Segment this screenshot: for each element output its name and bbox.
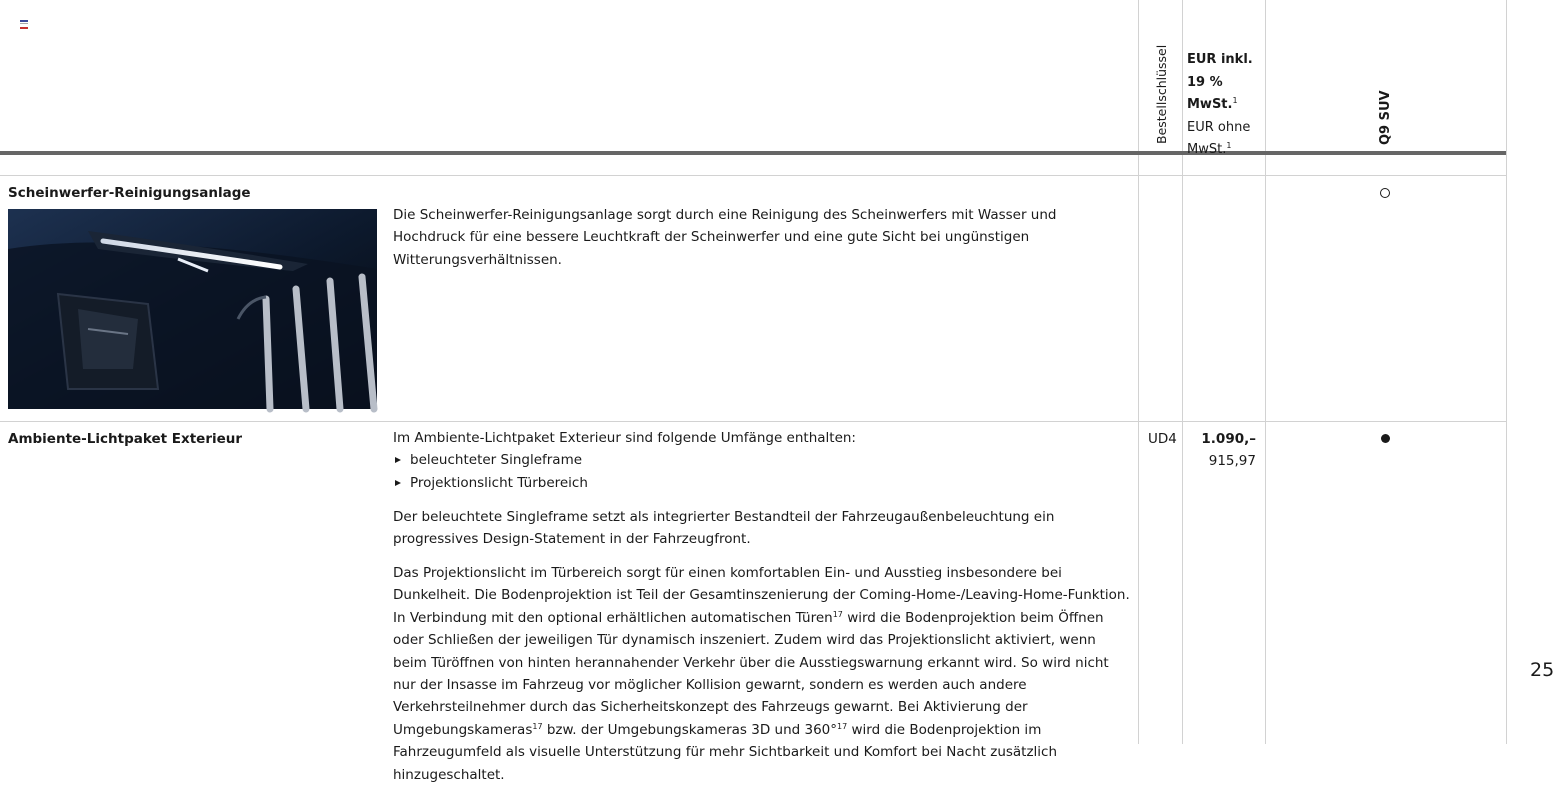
headlight-image xyxy=(8,209,377,409)
column-divider xyxy=(1506,0,1507,744)
language-flag-icon xyxy=(20,20,28,28)
row-title: Scheinwerfer-Reinigungsanlage xyxy=(8,185,251,201)
list-item: Projektionslicht Türbereich xyxy=(393,472,1133,494)
column-header-order-key: Bestellschlüssel xyxy=(1154,44,1169,144)
page-number: 25 xyxy=(1530,659,1554,681)
price-net: 915,97 xyxy=(1208,453,1256,469)
price-gross: 1.090,– xyxy=(1201,431,1256,447)
list-item: beleuchteter Singleframe xyxy=(393,449,1133,471)
header-rule xyxy=(0,151,1506,155)
row-divider xyxy=(0,421,1506,422)
column-divider xyxy=(1138,0,1139,744)
row-divider xyxy=(0,175,1506,176)
description-intro: Im Ambiente-Lichtpaket Exterieur sind folgende Umfänge enthalten: xyxy=(393,430,856,446)
order-key: UD4 xyxy=(1148,431,1177,447)
column-divider xyxy=(1182,0,1183,744)
row-description xyxy=(393,427,1133,798)
optional-indicator-icon xyxy=(1380,188,1390,198)
feature-list xyxy=(393,449,1133,494)
column-header-model: Q9 SUV xyxy=(1378,90,1393,145)
row-title: Ambiente-Lichtpaket Exterieur xyxy=(8,431,243,447)
standard-indicator-icon xyxy=(1381,434,1390,443)
description-paragraph: Der beleuchtete Singleframe setzt als integrierter Bestandteil der Fahrzeugaußenbeleuchtung ein progressives Design-Statement in der Fahrzeugfront. xyxy=(393,508,1055,548)
column-header-price: EUR inkl. 19 % MwSt.$^1$ EUR ohne MwSt.$^1$ xyxy=(1187,52,1253,157)
description-paragraph: Das Projektionslicht im Türbereich sorgt für einen komfortablen Ein- und Ausstieg insbesondere bei Dunkelheit. Die Bodenprojektion ist Teil der Gesamtinszenierung der Coming-Home-/Leaving-Home-Funktion. In Verbindung mit den optional erhältlichen automatischen Türen$^{17}$ wird die Bodenprojektion beim Öffnen oder Schließen der jeweiligen Tür dynamisch inszeniert. Zudem wird das Projektionslicht aktiviert, wenn beim Türöffnen von hinten herannahender Verkehr über die Ausstiegswarnung erkannt wird. So wird nicht nur der Insasse im Fahrzeug vor möglicher Kollision gewarnt, sondern es werden auch andere Verkehrsteilnehmer durch das Sicherheitskonzept des Fahrzeugs gewarnt. Bei Aktivierung der Umgebungskameras$^{17}$ bzw. der Umgebungskameras 3D und 360°$^{17}$ wird die Bodenprojektion im Fahrzeugumfeld als visuelle Unterstützung für mehr Sichtbarkeit und Komfort bei Nacht zusätzlich hinzugeschaltet. xyxy=(393,565,1130,783)
row-description: Die Scheinwerfer-Reinigungsanlage sorgt durch eine Reinigung des Scheinwerfers mit Wasser und Hochdruck für eine bessere Leuchtkraft der Scheinwerfer und eine gute Sicht bei ungünstigen Witterungsverhältnissen. xyxy=(393,207,1057,268)
